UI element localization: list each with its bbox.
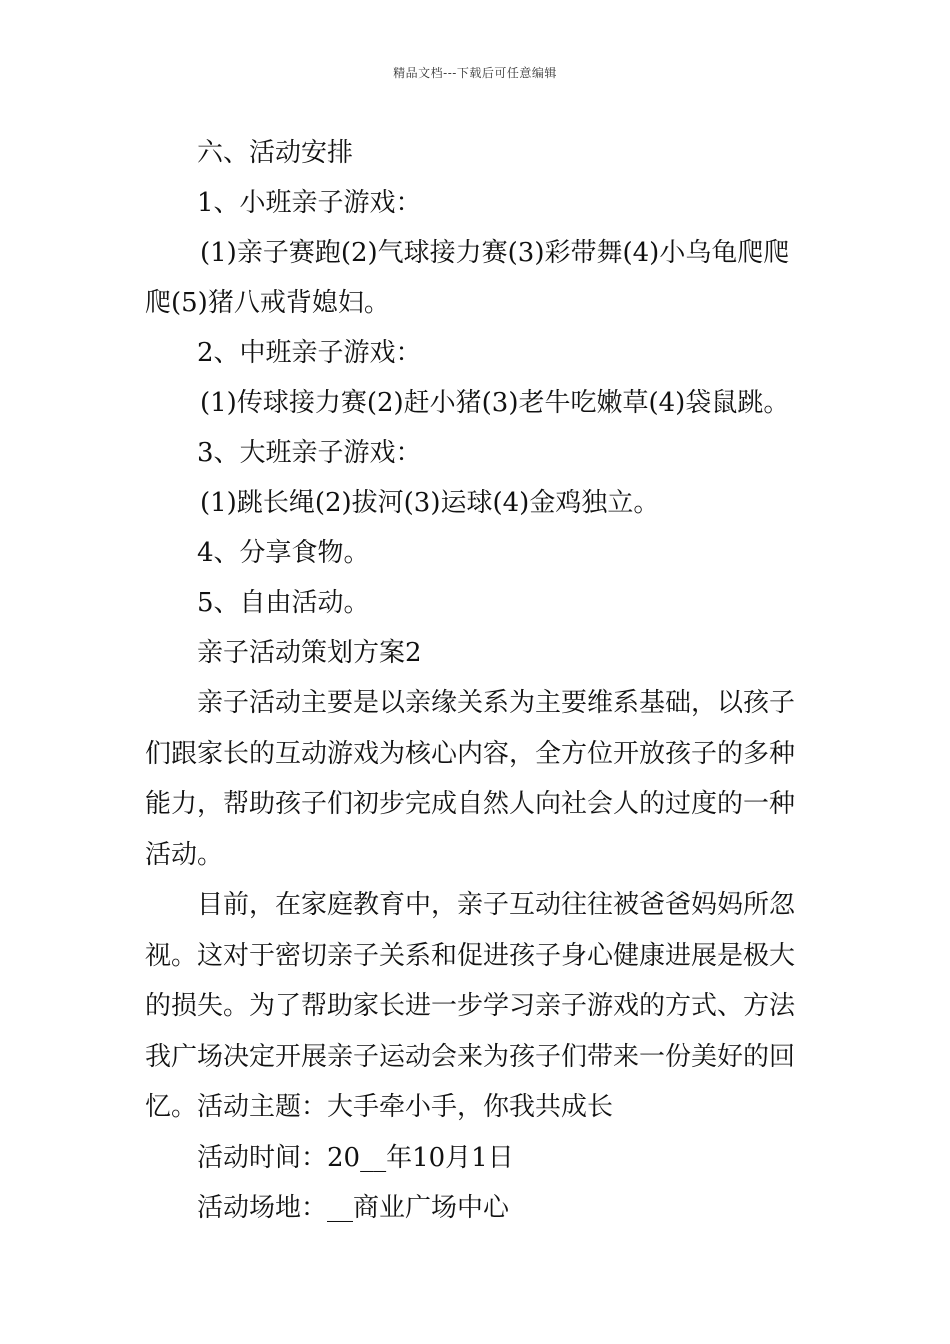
item-1-title: 1、小班亲子游戏： xyxy=(197,188,422,218)
item-3-games: (1)跳长绳(2)拔河(3)运球(4)金鸡独立。 xyxy=(200,488,660,518)
document-body xyxy=(145,128,807,1233)
activity-time: 活动时间：20__年10月1日 xyxy=(197,1142,514,1173)
paragraph-line: 的损失。为了帮助家长进一步学习亲子游戏的方式、方法 xyxy=(145,991,796,1021)
activity-place: 活动场地：__商业广场中心 xyxy=(197,1192,510,1223)
paragraph-line: 忆。活动主题：大手牵小手，你我共成长 xyxy=(145,1092,614,1122)
plan-title: 亲子活动策划方案2 xyxy=(197,638,422,668)
item-1-games-line-2: 爬(5)猪八戒背媳妇。 xyxy=(145,288,390,318)
item-2-title: 2、中班亲子游戏： xyxy=(197,338,422,368)
section-title: 六、活动安排 xyxy=(197,138,354,168)
paragraph-line: 亲子活动主要是以亲缘关系为主要维系基础，以孩子 xyxy=(197,688,796,718)
paragraph-line: 我广场决定开展亲子运动会来为孩子们带来一份美好的回 xyxy=(145,1041,796,1072)
page-header: 精品文档---下载后可任意编辑 xyxy=(393,66,557,80)
item-4: 4、分享食物。 xyxy=(197,538,370,568)
paragraph-line: 视。这对于密切亲子关系和促进孩子身心健康进展是极大 xyxy=(145,940,796,971)
item-3-title: 3、大班亲子游戏： xyxy=(197,438,422,468)
intro-paragraph xyxy=(145,678,807,880)
paragraph-line: 能力，帮助孩子们初步完成自然人向社会人的过度的一种 xyxy=(145,789,796,819)
paragraph-line: 们跟家长的互动游戏为核心内容，全方位开放孩子的多种 xyxy=(145,738,796,769)
item-1-games-line-1: (1)亲子赛跑(2)气球接力赛(3)彩带舞(4)小乌龟爬爬 xyxy=(200,238,790,268)
paragraph-line: 目前，在家庭教育中，亲子互动往往被爸爸妈妈所忽 xyxy=(197,890,796,920)
background-paragraph xyxy=(145,880,807,1133)
item-5: 5、自由活动。 xyxy=(197,588,370,618)
paragraph-line: 活动。 xyxy=(145,839,224,870)
item-2-games: (1)传球接力赛(2)赶小猪(3)老牛吃嫩草(4)袋鼠跳。 xyxy=(200,388,790,418)
